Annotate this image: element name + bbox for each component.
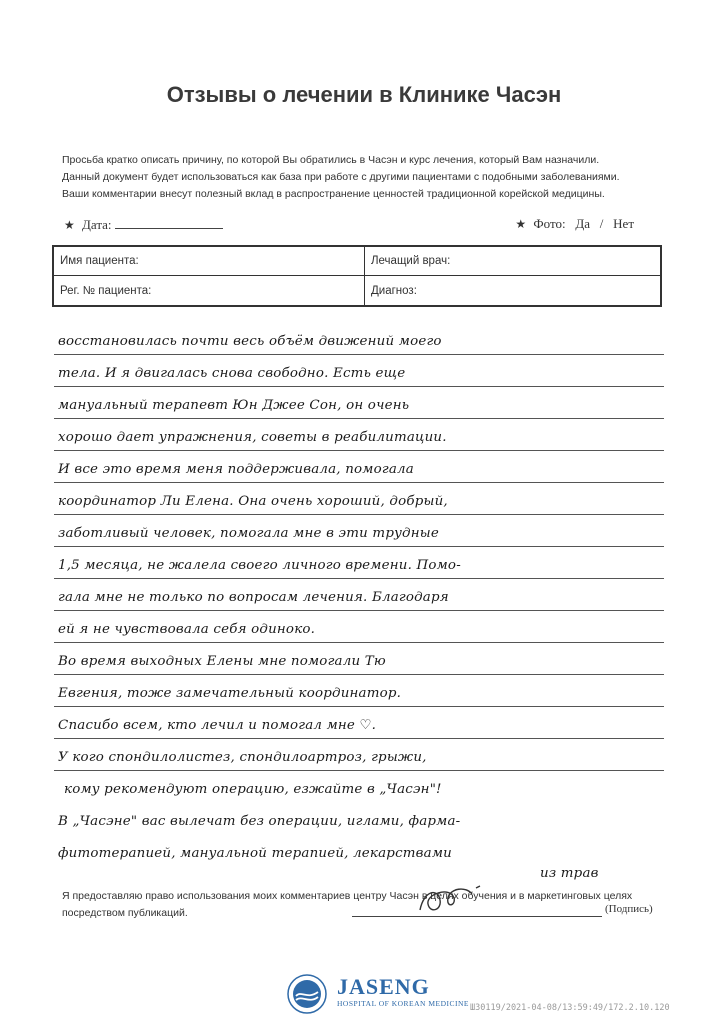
intro-line: Просьба кратко описать причину, по которой Вы обратились в Часэн и курс лечения, который Вам назначили. xyxy=(62,154,600,166)
ruled-line xyxy=(54,482,664,483)
page-title: Отзывы о лечении в Клинике Часэн xyxy=(166,82,562,107)
ruled-line xyxy=(54,450,664,451)
photo-no-option[interactable]: Нет xyxy=(613,216,634,231)
signature-scribble-icon xyxy=(410,880,490,920)
ruled-line xyxy=(54,610,664,611)
handwritten-line: 1,5 месяца, не жалела своего личного времени. Помо- xyxy=(58,558,461,573)
handwritten-line: В „Часэне" вас вылечат без операции, иглами, фарма- xyxy=(58,814,461,829)
patient-name-label: Имя пациента: xyxy=(60,255,139,267)
ruled-line xyxy=(54,546,664,547)
signature-label: (Подпись) xyxy=(605,903,653,915)
handwritten-line: Во время выходных Елены мне помогали Тю xyxy=(58,654,386,669)
handwritten-line: Евгения, тоже замечательный координатор. xyxy=(58,686,402,701)
handwritten-line: кому рекомендуют операцию, езжайте в „Часэн"! xyxy=(64,782,442,797)
doctor-label: Лечащий врач: xyxy=(371,255,451,267)
handwritten-line: заботливый человек, помогала мне в эти трудные xyxy=(58,526,439,541)
handwritten-line: восстановилась почти весь объём движений моего xyxy=(58,334,442,349)
ruled-line xyxy=(54,738,664,739)
handwritten-line: тела. И я двигалась снова свободно. Есть еще xyxy=(58,366,406,381)
intro-line: Ваши комментарии внесут полезный вклад в распространение ценностей традиционной корейской медицины. xyxy=(62,188,605,200)
handwritten-line: хорошо дает упражнения, советы в реабилитации. xyxy=(58,430,447,445)
ruled-line xyxy=(54,642,664,643)
star-icon: ★ xyxy=(64,218,75,232)
handwritten-line: координатор Ли Елена. Она очень хороший, добрый, xyxy=(58,494,448,509)
handwritten-line: мануальный терапевт Юн Джее Сон, он очень xyxy=(58,398,410,413)
ruled-line xyxy=(54,354,664,355)
handwritten-line: из трав xyxy=(540,866,599,881)
jaseng-emblem-icon xyxy=(287,974,327,1014)
reg-no-label: Рег. № пациента: xyxy=(60,284,152,297)
ruled-line xyxy=(54,674,664,675)
ruled-line xyxy=(54,386,664,387)
handwritten-line: Спасибо всем, кто лечил и помогал мне ♡. xyxy=(58,718,377,733)
diagnosis-label: Диагноз: xyxy=(371,284,417,297)
ruled-line xyxy=(54,706,664,707)
consent-text: Я предоставляю право использования моих комментариев центру Часэн в целях обучения и в маркетинговых целях посредством публикаций. xyxy=(62,890,633,919)
handwritten-line: ей я не чувствовала себя одиноко. xyxy=(58,622,316,637)
handwritten-line: фитотерапией, мануальной терапией, лекарствами xyxy=(58,846,452,861)
photo-separator: / xyxy=(599,216,604,231)
intro-line: Данный документ будет использоваться как база при работе с другими пациентами с подобными заболеваниями. xyxy=(62,171,620,183)
ruled-line xyxy=(54,514,664,515)
date-label: Дата: xyxy=(82,217,112,232)
scan-stamp: Ш30119/2021-04-08/13:59:49/172.2.10.120 xyxy=(470,1003,670,1013)
ruled-line xyxy=(54,418,664,419)
handwritten-line: И все это время меня поддерживала, помогала xyxy=(58,462,414,477)
handwritten-line: гала мне не только по вопросам лечения. Благодаря xyxy=(58,590,449,605)
ruled-line xyxy=(54,578,664,579)
ruled-line xyxy=(54,770,664,771)
star-icon: ★ xyxy=(515,217,527,231)
photo-yes-option[interactable]: Да xyxy=(575,216,591,231)
logo-name: JASENG xyxy=(337,974,430,999)
jaseng-logo xyxy=(287,972,469,1018)
photo-label: Фото: xyxy=(533,216,566,231)
handwritten-line: У кого спондилолистез, спондилоартроз, грыжи, xyxy=(58,750,427,765)
logo-subtitle: HOSPITAL OF KOREAN MEDICINE xyxy=(337,999,469,1008)
